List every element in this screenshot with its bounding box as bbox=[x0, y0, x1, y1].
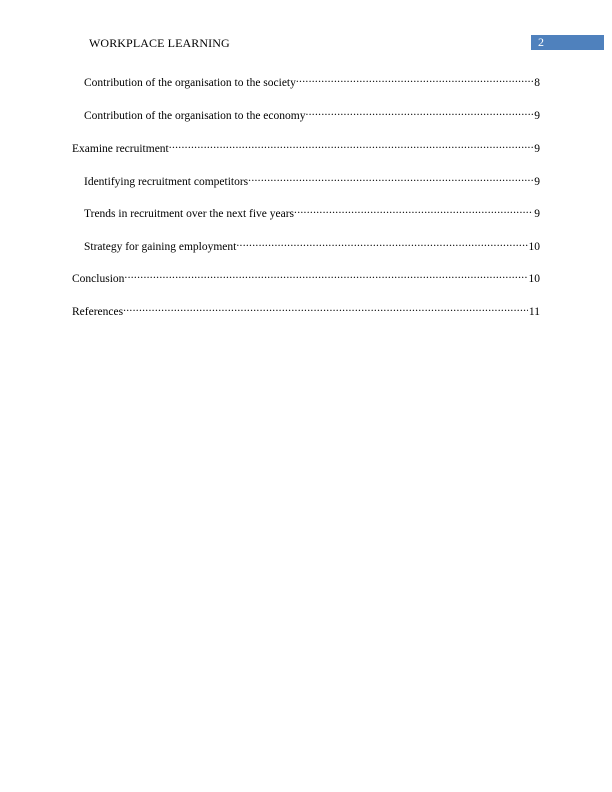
toc-entry-page: 10 bbox=[528, 241, 540, 253]
toc-entry-title: Contribution of the organisation to the society bbox=[84, 77, 296, 89]
toc-dot-leader bbox=[296, 72, 533, 86]
toc-dot-leader bbox=[123, 301, 528, 315]
toc-entry-page: 9 bbox=[534, 110, 540, 122]
toc-entry-page: 9 bbox=[534, 208, 540, 220]
toc-entry[interactable] bbox=[84, 72, 540, 90]
toc-entry-page: 10 bbox=[528, 273, 540, 285]
toc-entry-title: Contribution of the organisation to the economy bbox=[84, 110, 306, 122]
toc-entry-page: 9 bbox=[534, 176, 540, 188]
toc-entry[interactable] bbox=[72, 138, 540, 156]
toc-entry[interactable] bbox=[84, 236, 540, 254]
toc-entry-title: Trends in recruitment over the next five years bbox=[84, 208, 295, 220]
toc-entry[interactable] bbox=[84, 203, 540, 221]
running-header-title: WORKPLACE LEARNING bbox=[89, 36, 230, 50]
toc-dot-leader bbox=[294, 203, 533, 217]
toc-entry-title: References bbox=[72, 306, 124, 318]
toc-entry[interactable] bbox=[72, 301, 540, 319]
toc-entry-page: 8 bbox=[534, 77, 540, 89]
toc-dot-leader bbox=[236, 236, 527, 250]
toc-dot-leader bbox=[248, 171, 533, 185]
toc-dot-leader bbox=[124, 268, 527, 282]
toc-entry-title: Identifying recruitment competitors bbox=[84, 176, 249, 188]
toc-entry-page: 11 bbox=[528, 306, 540, 318]
toc-entry-title: Strategy for gaining employment bbox=[84, 241, 237, 253]
toc-entry[interactable] bbox=[84, 171, 540, 189]
toc-entry-page: 9 bbox=[534, 143, 540, 155]
toc-dot-leader bbox=[305, 105, 533, 119]
toc-entry-title: Conclusion bbox=[72, 273, 125, 285]
toc-entry-title: Examine recruitment bbox=[72, 143, 169, 155]
toc-dot-leader bbox=[169, 138, 533, 152]
toc-entry[interactable] bbox=[72, 268, 540, 286]
toc-entry[interactable] bbox=[84, 105, 540, 123]
header-page-number: 2 bbox=[531, 35, 604, 50]
